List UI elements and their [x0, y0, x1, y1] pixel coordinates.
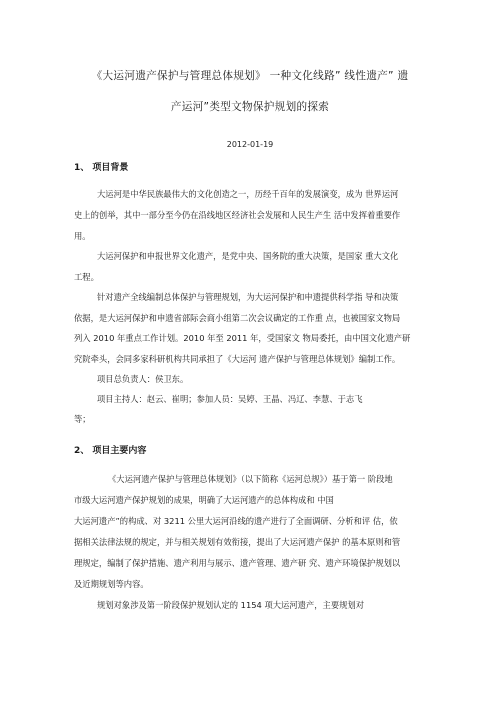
- paragraph-line: 大运河遗产”的构成、对 3211 公里大运河沿线的遗产进行了全面调研、分析和评 估，依: [74, 516, 398, 526]
- paragraph-line: 史上的创举，其中一部分至今仍在沿线地区经济社会发展和人民生产生 活中发挥着重要作: [74, 210, 401, 220]
- section-1-heading: 1、 项目背景: [74, 163, 129, 173]
- paragraph-line: 大运河保护和申报世界文化遗产，是党中央、国务院的重大决策，是国家 重大文化: [97, 251, 399, 261]
- paragraph-line: 规划对象涉及第一阶段保护规划认定的 1154 项大运河遗产，主要规划对: [97, 600, 365, 610]
- document-title-line-2: 产运河”类型文物保护规划的探索: [170, 101, 330, 113]
- paragraph-line: 理规定，编制了保护措施、遗产利用与展示、遗产管理、遗产研 究、遗产环境保护规划以: [74, 558, 401, 568]
- document-date: 2012-01-19: [226, 140, 274, 149]
- paragraph-line: 工程。: [74, 272, 99, 282]
- paragraph-line: 列入 2010 年重点工作计划。2010 年至 2011 年，受国家文 物局委托，由中国文化遗产研: [74, 333, 411, 343]
- paragraph-line: 《大运河遗产保护与管理总体规划》（以下简称《运河总规》）基于第一 阶段地: [108, 474, 393, 484]
- paragraph-line: 大运河是中华民族最伟大的文化创造之一，历经千百年的发展演变，成为 世界运河: [97, 189, 399, 199]
- paragraph-line: 市级大运河遗产保护规划的成果，明确了大运河遗产的总体构成和 中国: [74, 495, 334, 505]
- section-2-heading: 2、 项目主要内容: [74, 446, 147, 456]
- paragraph-line: 项目主持人：赵云、崔明；参加人员：吴婷、王晶、冯辽、李慧、于志飞: [97, 394, 363, 404]
- paragraph-line: 究院牵头，会同多家科研机构共同承担了《大运河 遗产保护与管理总体规划》编制工作。: [74, 354, 401, 364]
- paragraph-line: 针对遗产全线编制总体保护与管理规划，为大运河保护和申遗提供科学指 导和决策: [97, 292, 399, 302]
- paragraph-line: 依据，是大运河保护和申遗省部际会商小组第二次会议确定的工作重 点，也被国家文物局: [74, 313, 401, 323]
- paragraph-line: 及近期规划等内容。: [74, 579, 149, 589]
- paragraph-line: 项目总负责人：侯卫东。: [97, 374, 189, 384]
- paragraph-line: 据相关法律法规的规定，并与相关规划有效衔接，提出了大运河遗产保护 的基本原则和管: [74, 537, 401, 547]
- paragraph-line: 用。: [74, 231, 91, 241]
- document-title-line-1: 《大运河遗产保护与管理总体规划》 一种文化线路” 线性遗产” 遗: [91, 70, 409, 82]
- paragraph-line: 等；: [74, 414, 91, 424]
